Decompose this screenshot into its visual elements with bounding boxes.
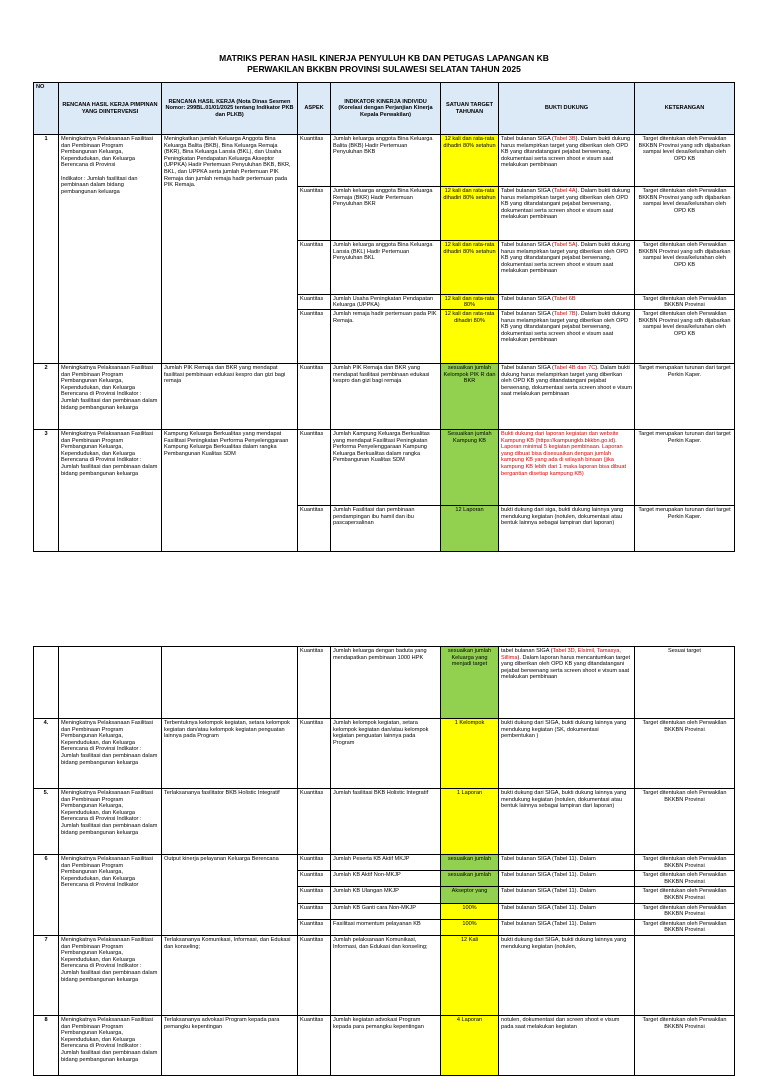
indikator-cell: Jumlah Kampung Keluarga Berkualitas yang mendapat Fasilitasi Peningkatan Performa Penyelenggaraan Kampung Keluarga Berkualitas dalam rangka Pembangunan Kualitas SDM <box>331 430 441 506</box>
satuan-cell: 1 Laporan <box>441 789 499 855</box>
aspek-cell: Kuantitas <box>298 919 331 935</box>
table-row <box>34 647 735 719</box>
row-number: 4. <box>34 719 59 789</box>
rhk-cell: Meningkatkan jumlah Keluarga Anggota Bina Keluarga Balita (BKB), Bina Keluarga Remaja (BKR), Bina Keluarga Lansia (BKL), dan Usaha Peningkatan Pendapatan Keluarga Akseptor (UPPKA) Hadir Pertemuan Penyuluhan BKB, BKR, BKL, dan UPPKA serta jumlah Pertemuan PIK Remaja dan jumlah remaja hadir pertemuan pada PIK Remaja. <box>162 135 298 364</box>
row-number: 3 <box>34 430 59 552</box>
header-rhk: RENCANA HASIL KERJA (Nota Dinas Sesmen Nomor: 299BL.01/01/2025 tentang Indikator PKB dan PLKB) <box>162 83 298 135</box>
tabel-ref: Tabel 4B dan 7C <box>553 365 596 371</box>
satuan-cell: 100% <box>441 903 499 919</box>
satuan-cell: Akseptor yang <box>441 887 499 903</box>
title-line-2: PERWAKILAN BKKBN PROVINSI SULAWESI SELATAN TAHUN 2025 <box>247 64 521 74</box>
indikator-cell: Jumlah Fasilitasi dan pembinaan pendampingan ibu hamil dan ibu pascapersalinan <box>331 506 441 552</box>
rhk-pimpinan-cell: Meningkatnya Pelaksanaan Fasilitasi dan Pembinaan Program Pembangunan Keluarga, Kependudukan, dan Keluarga Berencana di Provinsi Indikator : Jumlah fasilitasi dan pembinaan dalam bidang pembangunan keluarga <box>59 935 162 1015</box>
matrix-table-page-2 <box>33 646 735 1076</box>
aspek-cell: Kuantitas <box>298 430 331 506</box>
keterangan-cell <box>635 935 735 1015</box>
indikator-cell: Jumlah kelompok kegiatan, setara kelompok kegiatan dan/atau kelompok kegiatan penguatan lainnya pada Program <box>331 719 441 789</box>
satuan-cell: 4 Laporan <box>441 1015 499 1075</box>
satuan-cell: sesuaikan jumlah Keluarga yang menjadi target <box>441 647 499 719</box>
bukti-cell: tabel bulanan SIGA (Tabel 3D, Elsimil, Tamasya, Sillima). Dalam laporan harus mencantumkan target yang diberikan oleh OPD KB yang ditandatangani pejabat berwenang serta screen shoot e visum saat melakukan pembinaan <box>499 647 635 719</box>
bukti-cell: Tabel bulanan SIGA (Tabel 11). Dalam <box>499 887 635 903</box>
bukti-cell: bukti dukung dari siga, bukti dukung lainnya yang mendukung kegiatan (notulen, dokumentasi atau bentuk lainnya sebagai lampiran dari laporan) <box>499 506 635 552</box>
keterangan-cell: Target ditentukan oleh Perwakilan BKKBN Provinsi <box>635 919 735 935</box>
satuan-cell: 12 Kali <box>441 935 499 1015</box>
aspek-cell: Kuantitas <box>298 1015 331 1075</box>
header-bukti: BUKTI DUKUNG <box>499 83 635 135</box>
tabel-ref: Tabel 3B <box>553 136 576 142</box>
keterangan-cell: Target ditentukan oleh Perwakilan BKKBN Provinsi <box>635 855 735 871</box>
satuan-cell: 1 Kelompok <box>441 719 499 789</box>
aspek-cell: Kuantitas <box>298 903 331 919</box>
aspek-cell: Kuantitas <box>298 647 331 719</box>
bukti-cell: Tabel bulanan SIGA (Tabel 11). Dalam <box>499 871 635 887</box>
header-keterangan: KETERANGAN <box>635 83 735 135</box>
bukti-cell: bukti dukung dari SIGA, bukti dukung lainnya yang mendukung kegiatan (notulen, <box>499 935 635 1015</box>
table-row <box>34 364 735 430</box>
keterangan-cell: Target merupakan turunan dari target Perkin Kaper. <box>635 364 735 430</box>
keterangan-cell: Target ditentukan oleh Perwakilan BKKBN Provinsi yang sdh dijabarkan sampai level desa/kelurahan oleh OPD KB <box>635 310 735 364</box>
matrix-table-page-1 <box>33 82 735 552</box>
row-number: 7 <box>34 935 59 1015</box>
keterangan-cell: Target ditentukan oleh Perwakilan BKKBN Provinsi <box>635 903 735 919</box>
indikator-cell: Jumlah Usaha Peningkatan Pendapatan Keluarga (UPPKA) <box>331 295 441 310</box>
bukti-cell: bukti dukung dari SIGA, bukti dukung lainnya yang mendukung kegiatan (SK, dokumentasi pembentukan ) <box>499 719 635 789</box>
bukti-cell: Tabel bulanan SIGA (Tabel 4A). Dalam bukti dukung harus melampirkan target yang diberikan oleh OPD KB yang ditandatangani pejabat berwenang, dokumentasi serta screen shoot e visum saat melakukan pembinaan <box>499 187 635 241</box>
satuan-cell: sesuaikan jumlah <box>441 855 499 871</box>
tabel-ref: Tabel 5A <box>553 242 576 248</box>
rhk-cell: Kampung Keluarga Berkualitas yang mendapat Fasilitasi Peningkatan Performa Penyelenggaraan Kampung Keluarga Berkualitas dalam rangka Pembangunan Kualitas SDM <box>162 430 298 552</box>
satuan-cell: 12 Laporan <box>441 506 499 552</box>
satuan-cell: sesuaikan jumlah Kelompok PIK R dan BKR <box>441 364 499 430</box>
aspek-cell: Kuantitas <box>298 364 331 430</box>
row-number: 2 <box>34 364 59 430</box>
header-rhk-pimpinan: RENCANA HASIL KERJA PIMPINAN YANG DIINTERVENSI <box>59 83 162 135</box>
rhk-cell: Terlaksananya fasilitator BKB Holistic Integratif <box>162 789 298 855</box>
bukti-cell: notulen, dokumentasi dan screen shoot e visum pada saat melakukan kegiatan <box>499 1015 635 1075</box>
satuan-cell: 12 kali dan rata-rata dihadiri 80% setahun <box>441 135 499 187</box>
rhk-pimpinan-cell: Meningkatnya Pelaksanaan Fasilitasi dan Pembinaan Program Pembangunan Keluarga, Kependudukan, dan Keluarga Berencana di Provinsi Indikator <box>59 855 162 936</box>
keterangan-cell: Target merupakan turunan dari target Perkin Kaper. <box>635 430 735 506</box>
rhk-pimpinan-cell: Meningkatnya Pelaksanaan Fasilitasi dan Pembinaan Program Pembangunan Keluarga, Kependudukan, dan Keluarga Berencana di Provinsi Indikator : Jumlah fasilitasi dan pembinaan dalam bidang pembangunan keluarga <box>59 1015 162 1075</box>
satuan-cell: 12 kali dan rata-rata dihadiri 80% setahun <box>441 187 499 241</box>
bukti-cell: Tabel bulanan SIGA (Tabel 11). Dalam <box>499 855 635 871</box>
indikator-cell: Jumlah kegiatan advokasi Program kepada para pemangku kepentingan <box>331 1015 441 1075</box>
rhk-cell: Terbentuknya kelompok kegiatan, setara kelompok kegiatan dan/atau kelompok kegiatan penguatan lainnya pada Program <box>162 719 298 789</box>
satuan-cell: 12 kali dan rata-rata 80% <box>441 295 499 310</box>
indikator-cell: Jumlah PIK Remaja dan BKR yang mendapat fasilitasi pembinaan edukasi kespro dan gizi bagi remaja <box>331 364 441 430</box>
aspek-cell: Kuantitas <box>298 310 331 364</box>
indikator-cell: Jumlah KB Ulangan MKJP <box>331 887 441 903</box>
table-row <box>34 855 735 871</box>
keterangan-cell: Target ditentukan oleh Perwakilan BKKBN Provinsi yang sdh dijabarkan sampai level desa/kelurahan oleh OPD KB <box>635 241 735 295</box>
tabel-ref: Tabel 3D, Elsimil, Tamasya, Sillima <box>501 648 621 661</box>
keterangan-cell: Target ditentukan oleh Perwakilan BKKBN Provinsi yang sdh dijabarkan sampai level desa/kelurahan oleh OPD KB <box>635 135 735 187</box>
table-row <box>34 789 735 855</box>
indikator-cell: Jumlah KB Aktif Non-MKJP <box>331 871 441 887</box>
rhk-cell: Terlaksananya Komunikasi, Informasi, dan Edukasi dan konseling; <box>162 935 298 1015</box>
aspek-cell: Kuantitas <box>298 719 331 789</box>
indikator-cell: Jumlah remaja hadir pertemuan pada PIK Remaja. <box>331 310 441 364</box>
tabel-ref: Tabel 7B <box>553 311 576 317</box>
bukti-cell: Tabel bulanan SIGA (Tabel 7B). Dalam bukti dukung harus melampirkan target yang diberikan oleh OPD KB yang ditandatangani pejabat berwenang, dokumentasi serta screen shoot e visum saat melakukan pembinaan <box>499 310 635 364</box>
aspek-cell: Kuantitas <box>298 506 331 552</box>
header-row <box>34 83 735 135</box>
indikator-cell: Jumlah Peserta KB Aktif MKJP <box>331 855 441 871</box>
header-indikator: INDIKATOR KINERJA INDIVIDU (Korelasi dengan Perjanjian Kinerja Kepala Perwakilan) <box>331 83 441 135</box>
bukti-cell: bukti dukung dari SIGA, bukti dukung lainnya yang mendukung kegiatan (notulen, dokumentasi atau bentuk lainnya sebagai lampiran dari laporan) <box>499 789 635 855</box>
header-satuan: SATUAN TARGET TAHUNAN <box>441 83 499 135</box>
header-aspek: ASPEK <box>298 83 331 135</box>
bukti-cell: Tabel bulanan SIGA (Tabel 6B <box>499 295 635 310</box>
indikator-cell: Jumlah keluarga anggota Bina Keluarga Balita (BKB) Hadir Pertemuan Penyuluhan BKB <box>331 135 441 187</box>
aspek-cell: Kuantitas <box>298 789 331 855</box>
satuan-cell: 100% <box>441 919 499 935</box>
bukti-cell: Tabel bulanan SIGA (Tabel 4B dan 7C). Dalam bukti dukung harus melampirkan target yang diberikan oleh OPD KB yang ditandatangani pejabat berwenang, dokumentasi serta screen shoot e visum saat melakukan pembinaan <box>499 364 635 430</box>
indikator-cell: Jumlah keluarga anggota Bina Keluarga Remaja (BKR) Hadir Pertemuan Penyuluhan BKR <box>331 187 441 241</box>
keterangan-cell: Target ditentukan oleh Perwakilan BKKBN Provinsi <box>635 1015 735 1075</box>
row-number: 5. <box>34 789 59 855</box>
aspek-cell: Kuantitas <box>298 135 331 187</box>
rhk-cell: Terlaksananya advokasi Program kepada para pemangku kepentingan <box>162 1015 298 1075</box>
header-no: NO <box>34 83 59 135</box>
row-number: 6 <box>34 855 59 936</box>
table-row <box>34 430 735 506</box>
table-row <box>34 1015 735 1075</box>
table-row <box>34 135 735 187</box>
aspek-cell: Kuantitas <box>298 871 331 887</box>
rhk-cell: Output kinerja pelayanan Keluarga Berencana <box>162 855 298 936</box>
indikator-cell: Jumlah pelaksanaan Komunikasi, Informasi, dan Edukasi dan konseling; <box>331 935 441 1015</box>
bukti-cell: Tabel bulanan SIGA (Tabel 5A). Dalam bukti dukung harus melampirkan target yang diberikan oleh OPD KB yang ditandatangani pejabat berwenang, dokumentasi serta screen shoot e visum saat melakukan pembinaan <box>499 241 635 295</box>
rhk-pimpinan-cell: Meningkatnya Pelaksanaan Fasilitasi dan Pembinaan Program Pembangunan Keluarga, Kependudukan, dan Keluarga Berencana di Provinsi Indikator : Jumlah fasilitasi dan pembinaan dalam bidang pembangunan keluarga <box>59 430 162 552</box>
rhk-pimpinan-cell: Meningkatnya Pelaksanaan Fasilitasi dan Pembinaan Program Pembangunan Keluarga, Kependudukan, dan Keluarga Berencana di Provinsi Indikator : Jumlah fasilitasi dan pembinaan dalam bidang pembangunan keluarga <box>59 364 162 430</box>
indikator-cell: Jumlah keluarga anggota Bina Keluarga Lansia (BKL) Hadir Pertemuan Penyuluhan BKL <box>331 241 441 295</box>
bukti-cell: Bukti dukung dari laporan kegiatan dan website Kampung KB (https://kampungkb.bkkbn.go.id). Laporan minimal 5 kegiatan pembinaan. Laporan yang dibuat bisa disesuaikan dengan jumlah kampung KB yang ada di wilayah binaan (jika kampung KB lebih dari 1 maka laporan bisa dibuat bergantian disetiap kampung KB) <box>499 430 635 506</box>
aspek-cell: Kuantitas <box>298 855 331 871</box>
tabel-ref: Tabel 6B <box>553 296 576 302</box>
aspek-cell: Kuantitas <box>298 935 331 1015</box>
aspek-cell: Kuantitas <box>298 187 331 241</box>
bukti-cell: Tabel bulanan SIGA (Tabel 11). Dalam <box>499 919 635 935</box>
keterangan-cell: Target ditentukan oleh Perwakilan BKKBN Provinsi <box>635 887 735 903</box>
row-number: 1 <box>34 135 59 364</box>
page-title <box>0 53 768 75</box>
satuan-cell: 12 kali dan rata-rata dihadiri 80% <box>441 310 499 364</box>
keterangan-cell: Target ditentukan oleh Perwakilan BKKBN Provinsi <box>635 719 735 789</box>
table-row <box>34 719 735 789</box>
keterangan-cell: Target ditentukan oleh Perwakilan BKKBN Provinsi <box>635 871 735 887</box>
keterangan-cell: Target ditentukan oleh Perwakilan BKKBN Provinsi <box>635 789 735 855</box>
indikator-cell: Fasilitasi momentum pelayanan KB <box>331 919 441 935</box>
indikator-cell: Jumlah keluarga dengan baduta yang mendapatkan pembinaan 1000 HPK <box>331 647 441 719</box>
keterangan-cell: Target merupakan turunan dari target Perkin Kaper. <box>635 506 735 552</box>
satuan-cell: sesuaikan jumlah <box>441 871 499 887</box>
indikator-cell: Jumlah fasilitasi BKB Holistic Integratif <box>331 789 441 855</box>
rhk-cell: Jumlah PIK Remaja dan BKR yang mendapat fasilitasi pembinaan edukasi kespro dan gizi bagi remaja <box>162 364 298 430</box>
indikator-cell: Jumlah KB Ganti cara Non-MKJP <box>331 903 441 919</box>
keterangan-cell: Target ditentukan oleh Perwakilan BKKBN Provinsi <box>635 295 735 310</box>
satuan-cell: 12 kali dan rata-rata dihadiri 80% setahun <box>441 241 499 295</box>
row-number: 8 <box>34 1015 59 1075</box>
rhk-pimpinan-cell: Meningkatnya Pelaksanaan Fasilitasi dan Pembinaan Program Pembangunan Keluarga, Kependudukan, dan Keluarga Berencana di Provinsi Indikator : Jumlah fasilitasi dan pembinaan dalam bidang pembangunan keluarga <box>59 789 162 855</box>
aspek-cell: Kuantitas <box>298 887 331 903</box>
keterangan-cell: Sesuai target <box>635 647 735 719</box>
title-line-1: MATRIKS PERAN HASIL KINERJA PENYULUH KB DAN PETUGAS LAPANGAN KB <box>219 53 549 63</box>
satuan-cell: Sesuaikan jumlah Kampung KB <box>441 430 499 506</box>
bukti-cell: Tabel bulanan SIGA (Tabel 11). Dalam <box>499 903 635 919</box>
aspek-cell: Kuantitas <box>298 241 331 295</box>
bukti-cell: Tabel bulanan SIGA (Tabel 3B). Dalam bukti dukung harus melampirkan target yang diberikan oleh OPD KB yang ditandatangani pejabat berwenang, dokumentasi serta screen shoot e visum saat melakukan pembinaan <box>499 135 635 187</box>
rhk-pimpinan-cell: Meningkatnya Pelaksanaan Fasilitasi dan Pembinaan Program Pembangunan Keluarga, Kependudukan, dan Keluarga Berencana di Provinsi Indikator : Jumlah fasilitasi dan pembinaan dalam bidang pembangunan keluarga <box>59 135 162 364</box>
aspek-cell: Kuantitas <box>298 295 331 310</box>
rhk-pimpinan-cell: Meningkatnya Pelaksanaan Fasilitasi dan Pembinaan Program Pembangunan Keluarga, Kependudukan, dan Keluarga Berencana di Provinsi Indikator : Jumlah fasilitasi dan pembinaan dalam bidang pembangunan keluarga <box>59 719 162 789</box>
table-row <box>34 935 735 1015</box>
keterangan-cell: Target ditentukan oleh Perwakilan BKKBN Provinsi yang sdh dijabarkan sampai level desa/kelurahan oleh OPD KB <box>635 187 735 241</box>
tabel-ref: Tabel 4A <box>553 188 576 194</box>
